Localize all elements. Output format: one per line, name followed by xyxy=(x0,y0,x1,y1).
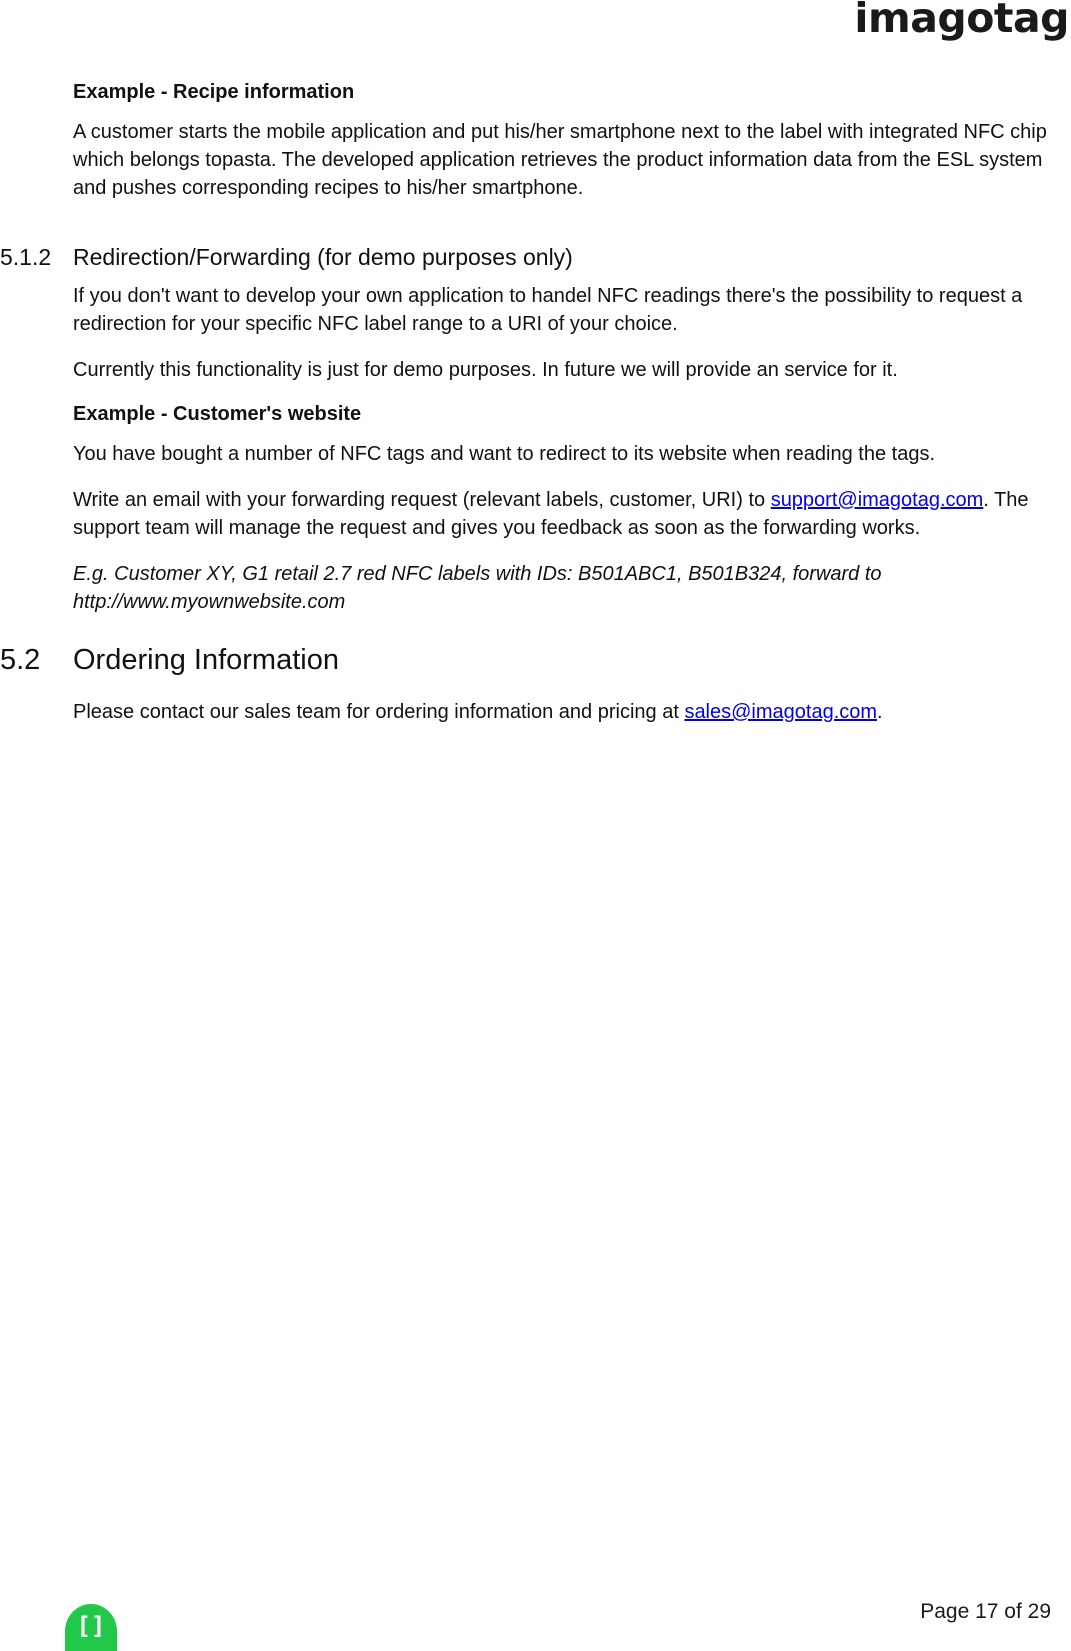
ordering-text-before: Please contact our sales team for ordering information and pricing at xyxy=(73,701,685,723)
website-example-text: E.g. Customer XY, G1 retail 2.7 red NFC labels with IDs: B501ABC1, B501B324, forward to http://www.myownwebsite.com xyxy=(73,563,882,613)
recipe-example-paragraph: A customer starts the mobile application and put his/her smartphone next to the label with integrated NFC chip which belongs topasta. The developed application retrieves the product information data from the ESL system and pushes corresponding recipes to his/her smartphone. xyxy=(73,121,1047,199)
section-5-2-number: 5.2 xyxy=(0,644,41,676)
website-paragraph-2-text-after: . The support team will manage the request and gives you feedback as soon as the forwarding works. xyxy=(73,489,1029,539)
redirection-paragraph-2: Currently this functionality is just for demo purposes. In future we will provide an service for it. xyxy=(73,359,898,381)
section-5-1-2-heading xyxy=(0,242,1048,272)
website-example-heading: Example - Customer's website xyxy=(73,403,362,425)
section-5-2-heading xyxy=(0,642,1048,678)
page-content xyxy=(0,80,1048,744)
website-paragraph-2 xyxy=(73,486,1048,542)
redirection-paragraph-1: If you don't want to develop your own application to handel NFC readings there's the possibility to request a redirection for your specific NFC label range to a URI of your choice. xyxy=(73,285,1023,335)
sales-email-link[interactable]: sales@imagotag.com xyxy=(684,701,878,723)
section-5-1-2-number: 5.1.2 xyxy=(0,244,52,270)
page-number: Page 17 of 29 xyxy=(920,1600,1051,1623)
imagotag-logo: imagotag xyxy=(854,0,1069,42)
ordering-paragraph xyxy=(73,698,1048,726)
website-paragraph-2-text-before: Write an email with your forwarding request (relevant labels, customer, URI) to xyxy=(73,489,771,511)
imagotag-brand-icon: [] xyxy=(65,1604,117,1651)
section-5-1-2-title: Redirection/Forwarding (for demo purposes only) xyxy=(73,244,573,270)
ordering-text-after: . xyxy=(877,701,883,723)
support-email-link[interactable]: support@imagotag.com xyxy=(770,489,984,511)
section-5-2-title: Ordering Information xyxy=(73,644,339,676)
recipe-example-heading: Example - Recipe information xyxy=(73,81,355,103)
website-paragraph-1: You have bought a number of NFC tags and want to redirect to its website when reading the tags. xyxy=(73,443,936,465)
